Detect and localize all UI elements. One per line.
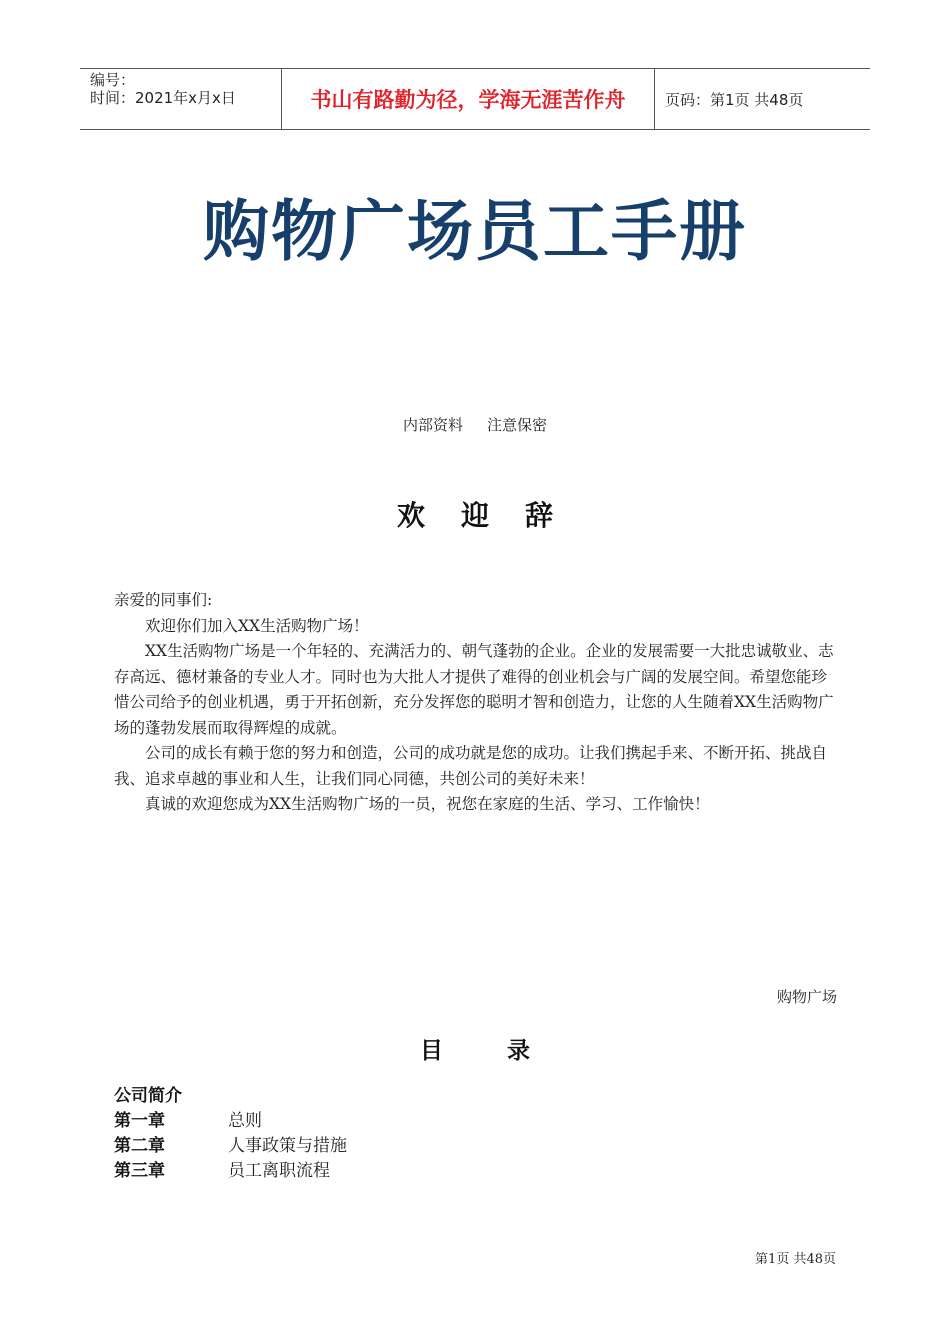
confidential-notice [0,414,950,435]
document-title: 购物广场员工手册 [203,193,747,270]
table-of-contents [114,1084,714,1184]
letter-paragraph: 真诚的欢迎您成为XX生活购物广场的一员，祝您在家庭的生活、学习、工作愉快！ [145,795,710,813]
toc-item[interactable] [114,1159,714,1184]
toc-heading[interactable]: 公司简介 [114,1086,182,1106]
confidential-internal: 内部资料 [402,416,463,434]
header-meta [80,69,281,129]
toc-chapter-number: 第二章 [114,1136,165,1156]
toc-title: 目录 [420,1037,594,1064]
toc-item[interactable] [114,1134,714,1159]
toc-chapter-name: 员工离职流程 [228,1161,330,1181]
document-time-label: 时间：2021年x月x日 [90,89,236,107]
welcome-letter [114,588,842,818]
letter-paragraph: 公司的成长有赖于您的努力和创造，公司的成功就是您的成功。让我们携起手来、不断开拓、挑战自我、追求卓越的事业和人生，让我们同心同德，共创公司的美好未来！ [114,744,828,788]
page-header [80,68,870,130]
letter-paragraph: XX生活购物广场是一个年轻的、充满活力的、朝气蓬勃的企业。企业的发展需要一大批忠诚敬业、志存高远、德材兼备的专业人才。同时也为大批人才提供了难得的创业机会与广阔的发展空间。希望您能珍惜公司给予的创业机遇，勇于开拓创新，充分发挥您的聪明才智和创造力，让您的人生随着XX生活购物广场的蓬勃发展而取得辉煌的成就。 [114,642,834,737]
confidential-keep-secret: 注意保密 [487,416,548,434]
toc-chapter-name: 人事政策与措施 [228,1136,347,1156]
letter-salutation: 亲爱的同事们: [114,591,213,609]
letter-paragraph: 欢迎你们加入XX生活购物广场！ [145,616,369,635]
header-motto: 书山有路勤为径，学海无涯苦作舟 [281,69,655,129]
page-footer: 第1页 共48页 [755,1252,836,1267]
toc-chapter-number: 第三章 [114,1161,165,1181]
header-page-info: 页码：第1页 共48页 [665,90,804,109]
toc-chapter-number: 第一章 [114,1111,165,1131]
welcome-title: 欢迎辞 [396,499,589,532]
document-number-label: 编号： [90,71,136,89]
letter-signature: 购物广场 [776,988,837,1006]
toc-item[interactable] [114,1109,714,1134]
toc-chapter-name: 总则 [228,1111,262,1131]
